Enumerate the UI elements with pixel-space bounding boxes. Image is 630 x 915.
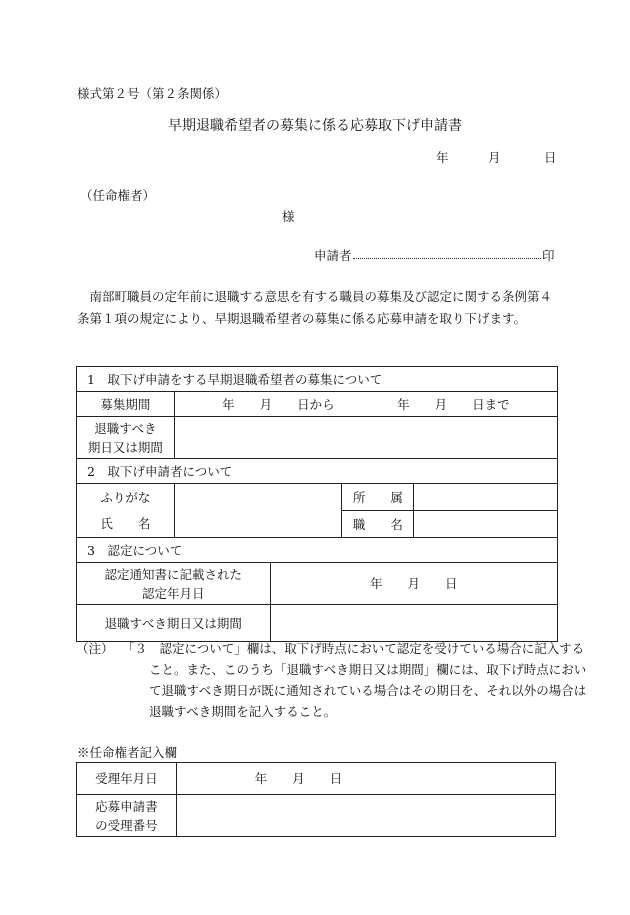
retirement-date-label-line1: 退職すべき: [94, 420, 157, 436]
name-field[interactable]: [174, 484, 342, 538]
certification-date-label: [77, 563, 271, 605]
name-label: [77, 484, 175, 538]
document-title: 早期退職希望者の募集に係る応募取下げ申請書: [168, 118, 462, 134]
recruitment-period-field[interactable]: 年 月 日から 年 月 日まで: [174, 392, 557, 417]
retirement-date-label: [77, 417, 175, 459]
date-year: 年: [436, 150, 449, 165]
recruitment-period-label: 募集期間: [77, 392, 175, 417]
office-use-heading: ※任命権者記入欄: [77, 745, 178, 760]
receipt-number-label-line2: の受理番号: [95, 817, 158, 833]
date-day: 日: [544, 150, 557, 165]
affiliation-field[interactable]: [414, 484, 558, 511]
office-use-table: [76, 762, 556, 837]
receipt-number-label-line1: 応募申請書: [95, 798, 158, 814]
addressee-honorific: 様: [282, 209, 295, 224]
retirement-date-field[interactable]: [174, 417, 557, 459]
certified-retirement-label: 退職すべき期日又は期間: [77, 605, 271, 642]
retirement-date-label-line2: 期日又は期間: [87, 439, 163, 455]
receipt-date-label: 受理年月日: [77, 763, 177, 795]
position-field[interactable]: [414, 511, 558, 538]
note-head: （注）: [76, 641, 114, 656]
section-2-title: 2 取下げ申請者について: [77, 459, 558, 484]
applicant-label: 申請者: [314, 248, 352, 263]
note-text: 「３ 認定について」欄は、取下げ時点において認定を受けている場合に記入すること。また、このうち「退職すべき期日又は期間」欄には、取下げ時点において退職すべき期日が既に通知されている場合はその期日を、それ以外の場合は退職すべき期間を記入すること。: [122, 641, 587, 719]
receipt-date-field[interactable]: [176, 763, 555, 795]
seal-mark: 印: [542, 248, 555, 263]
certification-date-field[interactable]: 年 月 日: [270, 563, 557, 605]
section-3-title: 3 認定について: [77, 538, 558, 563]
certified-retirement-field[interactable]: [270, 605, 557, 642]
receipt-number-field[interactable]: [176, 795, 555, 837]
furigana-label: ふりがな: [100, 489, 151, 505]
affiliation-label: 所 属: [342, 484, 414, 511]
form-number: 様式第２号（第２条関係）: [77, 86, 228, 101]
full-name-label: 氏 名: [100, 515, 151, 531]
date-month: 月: [488, 150, 501, 165]
position-label: 職 名: [342, 511, 414, 538]
applicant-signature-line[interactable]: [353, 258, 541, 259]
receipt-number-label: [77, 795, 177, 837]
application-table: [76, 366, 558, 642]
certification-date-label-line1: 認定通知書に記載された: [104, 566, 243, 582]
body-text: 南部町職員の定年前に退職する意思を有する職員の募集及び認定に関する条例第４条第１項の規定により、早期退職希望者の募集に係る応募申請を取り下げます。: [77, 289, 553, 326]
receipt-date-value: 年 月 日: [254, 771, 343, 786]
section-1-title: 1 取下げ申請をする早期退職希望者の募集について: [77, 367, 558, 392]
certification-date-label-line2: 認定年月日: [142, 585, 205, 601]
addressee-label: （任命権者）: [80, 188, 156, 203]
